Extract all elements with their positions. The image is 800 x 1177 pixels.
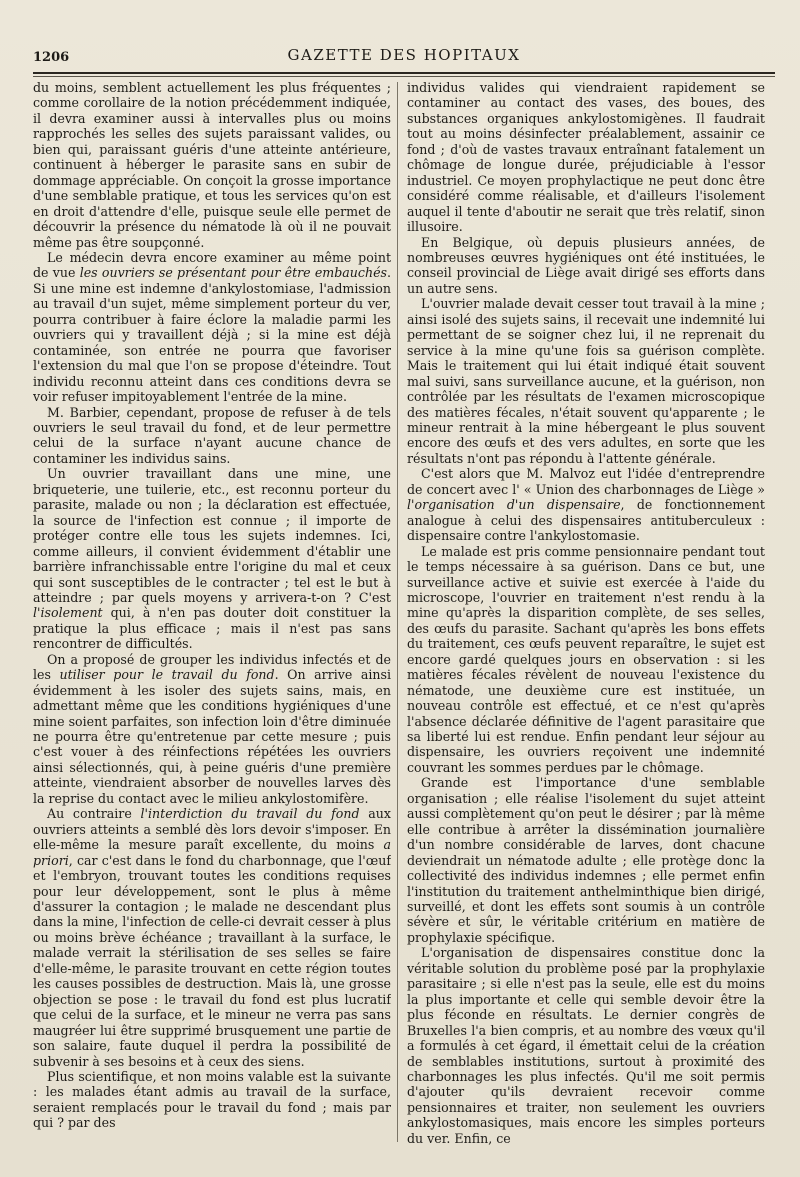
paragraph-text: aux ouvriers atteints a semblé dès lors devoir s'imposer. En elle-même la mesure paraît excellente, du moins	[33, 806, 391, 853]
paragraph	[33, 652, 391, 807]
page-header	[33, 44, 775, 68]
paragraph-text: On a proposé de grouper les individus infectés et de les	[33, 651, 391, 683]
paragraph	[407, 235, 765, 297]
paragraph	[33, 80, 391, 250]
paragraph	[33, 466, 391, 651]
paragraph-text: M. Barbier, cependant, propose de refuser à de tels ouvriers le seul travail du fond, et de leur permettre celui de la surface n'ayant aucune chance de contaminer les individus sains.	[33, 404, 391, 466]
paragraph-text: L'ouvrier malade devait cesser tout travail à la mine ; ainsi isolé des sujets sains, il recevait une indemnité lui permettant de se soigner chez lui, il ne reprenait du service à la mine qu'une fois sa guérison complète. Mais le traitement qui lui était indiqué était souvent mal suivi, sans surveillance aucune, et la guérison, non contrôlée par les résultats de l'examen microscopique des matières fécales, n'était souvent qu'apparente ; le mineur rentrait à la mine hébergeant le plus souvent encore des œufs et des vers adultes, en sorte que les résultats n'ont pas répondu à l'attente générale.	[407, 296, 765, 466]
italic-phrase: a priori	[33, 837, 391, 868]
italic-phrase: l'isolement	[33, 605, 103, 621]
paragraph	[33, 1069, 391, 1131]
paragraph-text: , de fonctionnement analogue à celui des dispensaires antituberculeux : dispensaire contre l'ankylostomasie.	[407, 497, 765, 544]
left-column	[33, 80, 391, 1160]
paragraph	[33, 250, 391, 405]
paragraph	[407, 945, 765, 1146]
paragraph	[33, 405, 391, 467]
right-column	[407, 80, 765, 1160]
paragraph-text: C'est alors que M. Malvoz eut l'idée d'entreprendre de concert avec l' « Union des charbonnages de Liège »	[407, 466, 765, 497]
paragraph	[33, 806, 391, 1069]
paragraph-text: du moins, semblent actuellement les plus fréquentes ; comme corollaire de la notion précédemment indiquée, il devra examiner aussi à intervalles plus ou moins rapprochés les selles des sujets paraissant valides, ou bien qui, paraissant guéris d'une atteinte antérieure, continuent à héberger le parasite sans en subir de dommage appréciable. On conçoit la grosse importance d'une semblable pratique, et tous les services qu'on est en droit d'attendre d'elle, puisque seule elle permet de découvrir la présence du nématode là où il ne pouvait même pas être soupçonné.	[33, 80, 391, 250]
paragraph-text: , car c'est dans le fond du charbonnage, que l'œuf et l'embryon, trouvant toutes les conditions requises pour leur développement, sont le plus à même d'assurer la contagion ; le malade ne descendant plus dans la mine, l'infection de celle-ci devrait cesser à plus ou moins brève échéance ; travaillant à la surface, le malade verrait la stérilisation de ses selles se faire d'elle-même, le parasite trouvant en cette région toutes les causes possibles de destruction. Mais là, une grosse objection se pose : le travail du fond est plus lucratif que celui de la surface, et le mineur ne verra pas sans maugréer lui être supprimé brusquement une partie de son salaire, faute duquel il perdra la possibilité de subvenir à ses besoins et à ceux des siens.	[33, 852, 391, 1069]
paragraph-text: . On arrive ainsi évidemment à les isoler des sujets sains, mais, en admettant même que les conditions hygiéniques d'une mine soient parfaites, son infection loin d'être diminuée ne pourra être qu'entretenue par cette mesure ; puis c'est vouer à des réinfections répétées les ouvriers ainsi sélectionnés, qui, à peine guéris d'une première atteinte, viendraient absorber de nouvelles larves dès la reprise du contact avec le milieu ankylostomifère.	[33, 667, 391, 806]
journal-title: GAZETTE DES HOPITAUX	[287, 46, 521, 64]
paragraph-text: . Si une mine est indemne d'ankylostomiase, l'admission au travail d'un sujet, même simplement porteur du ver, pourra contribuer à faire éclore la maladie parmi les ouvriers qui y travaillent déjà ; si la mine est déjà contaminée, son entrée ne pourra que favoriser l'extension du mal que l'on se propose d'éteindre. Tout individu reconnu atteint dans ces conditions devra se voir refuser impitoyablement l'entrée de la mine.	[33, 265, 391, 405]
paragraph	[407, 544, 765, 776]
paragraph-text: Plus scientifique, et non moins valable est la suivante : les malades étant admis au travail de la surface, seraient remplacés pour le travail du fond ; mais par qui ? par des	[33, 1069, 391, 1131]
paragraph-text: qui, à n'en pas douter doit constituer la pratique la plus efficace ; mais il n'est pas sans rencontrer de difficultés.	[33, 605, 391, 652]
paragraph	[407, 466, 765, 543]
paragraph	[407, 775, 765, 945]
header-rule-thin	[33, 76, 775, 77]
paragraph-text: individus valides qui viendraient rapidement se contaminer au contact des vases, des boues, des substances organiques ankylostomigènes. Il faudrait tout au moins désinfecter préalablement, assainir ce fond ; d'où de vastes travaux entraînant fatalement un chômage de longue durée, préjudiciable à l'essor industriel. Ce moyen prophylactique ne peut donc être considéré comme réalisable, et d'ailleurs l'isolement auquel il tente d'aboutir ne serait que très relatif, sinon illusoire.	[407, 80, 765, 235]
paragraph-text: Grande est l'importance d'une semblable organisation ; elle réalise l'isolement du sujet atteint aussi complètement qu'on peut le désirer ; par là même elle contribue à arrêter la dissémination journalière d'un nombre considérable de larves, dont chacune deviendrait un nématode adulte ; elle protège donc la collectivité des individus indemnes ; elle permet enfin l'institution du traitement anthelminthique bien dirigé, surveillé, et dont les effets sont soumis à un contrôle sévère et sûr, le véritable critérium en matière de prophylaxie spécifique.	[407, 775, 765, 945]
column-divider	[397, 82, 398, 1142]
paragraph-text: Un ouvrier travaillant dans une mine, une briqueterie, une tuilerie, etc., est reconnu porteur du parasite, malade ou non ; la déclaration est effectuée, la source de l'infection est connue ; il importe de protéger contre elle tous les sujets indemnes. Ici, comme ailleurs, il convient évidemment d'établir une barrière infranchissable entre l'origine du mal et ceux qui sont susceptibles de le contracter ; tel est le but à atteindre ; par quels moyens y arrivera-t-on ? C'est	[33, 466, 391, 605]
italic-phrase: les ouvriers se présentant pour être embauchés	[79, 265, 387, 281]
italic-phrase: l'interdiction du travail du fond	[140, 806, 360, 822]
paragraph-text: L'organisation de dispensaires constitue donc la véritable solution du problème posé par la prophylaxie parasitaire ; si elle n'est pas la seule, elle est du moins la plus importante et celle qui semble devoir être la plus féconde en résultats. Le dernier congrès de Bruxelles l'a bien compris, et au nombre des vœux qu'il a formulés à cet égard, il émettait celui de la création de semblables institutions, surtout à proximité des charbonnages les plus infectés. Qu'il me soit permis d'ajouter qu'ils devraient recevoir comme pensionnaires et traiter, non seulement les ouvriers ankylostomasiques, mais encore les simples porteurs du ver. Enfin, ce	[407, 945, 765, 1146]
paragraph-text: Le médecin devra encore examiner au même point de vue	[33, 249, 391, 281]
italic-phrase: l'organisation d'un dispensaire	[407, 497, 621, 513]
paragraph-text: Au contraire	[47, 806, 141, 822]
paragraph	[407, 296, 765, 466]
page-number: 1206	[33, 50, 70, 65]
paragraph	[407, 80, 765, 235]
paragraph-text: En Belgique, où depuis plusieurs années, de nombreuses œuvres hygiéniques ont été instituées, le conseil provincial de Liège avait dirigé ses efforts dans un autre sens.	[407, 234, 765, 296]
header-rule	[33, 72, 775, 74]
italic-phrase: utiliser pour le travail du fond	[59, 667, 275, 683]
paragraph-text: Le malade est pris comme pensionnaire pendant tout le temps nécessaire à sa guérison. Dans ce but, une surveillance active et suivie est exercée à l'aide du microscope, l'ouvrier en traitement n'est rendu à la mine qu'après la disparition complète, de ses selles, des œufs du parasite. Sachant qu'après les bons effets du traitement, ces œufs peuvent reparaître, le sujet est encore gardé quelques jours en observation : si les matières fécales révèlent de nouveau l'existence du nématode, une deuxième cure est instituée, un nouveau contrôle est effectué, et ce n'est qu'après l'absence déclarée définitive de l'agent parasitaire que sa liberté lui est rendue. Enfin pendant leur séjour au dispensaire, les ouvriers reçoivent une indemnité couvrant les sommes perdues par le chômage.	[407, 543, 765, 775]
